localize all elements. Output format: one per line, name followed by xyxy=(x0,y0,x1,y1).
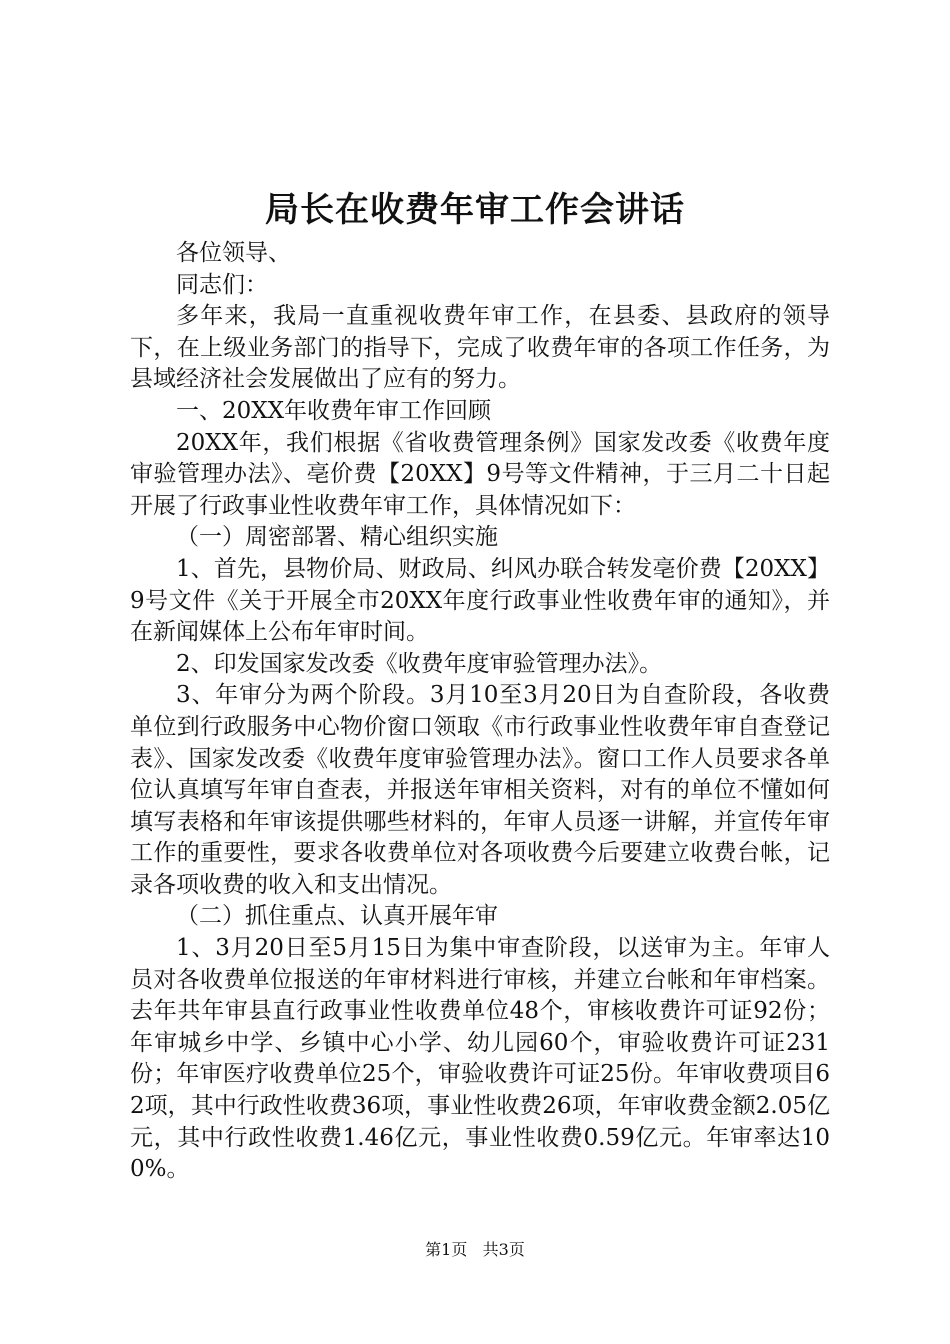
salutation-comrades: 同志们： xyxy=(176,271,268,298)
document-body xyxy=(130,238,830,1186)
section-heading-review: 一、20XX年收费年审工作回顾 xyxy=(176,397,492,424)
deployment-item-2: 2、印发国家发改委《收费年度审验管理办法》。 xyxy=(176,650,663,677)
page-number: 第1页 xyxy=(425,1240,468,1259)
page-footer xyxy=(0,1239,950,1261)
deployment-item-3: 3、年审分为两个阶段。3月10至3月20日为自查阶段，各收费单位到行政服务中心物价窗口领取《市行政事业性收费年审自查登记表》、国家发改委《收费年度审验管理办法》。窗口工作人员要求各单位认真填写年审自查表，并报送年审相关资料，对有的单位不懂如何填写表格和年审该提供哪些材料的，年审人员逐一讲解，并宣传年审工作的重要性，要求各收费单位对各项收费今后要建立收费台帐，记录各项收费的收入和支出情况。 xyxy=(130,682,830,898)
document-title: 局长在收费年审工作会讲话 xyxy=(265,190,685,230)
total-pages: 共3页 xyxy=(482,1240,525,1259)
focus-item-1: 1、3月20日至5月15日为集中审查阶段，以送审为主。年审人员对各收费单位报送的年审材料进行审核，并建立台帐和年审档案。去年共年审县直行政事业性收费单位48个，审核收费许可证92份；年审城乡中学、乡镇中心小学、幼儿园60个，审验收费许可证231份；年审医疗收费单位25个，审验收费许可证25份。年审收费项目62项，其中行政性收费36项，事业性收费26项，年审收费金额2.05亿元，其中行政性收费1.46亿元，事业性收费0.59亿元。年审率达100%。 xyxy=(130,935,830,1183)
footer-separator xyxy=(472,1240,477,1259)
deployment-item-1: 1、首先，县物价局、财政局、纠风办联合转发亳价费【20XX】9号文件《关于开展全市20XX年度行政事业性收费年审的通知》，并在新闻媒体上公布年审时间。 xyxy=(130,555,830,646)
subsection-heading-focus: （二）抓住重点、认真开展年审 xyxy=(176,903,498,930)
intro-paragraph: 多年来，我局一直重视收费年审工作，在县委、县政府的领导下，在上级业务部门的指导下，完成了收费年审的各项工作任务，为县域经济社会发展做出了应有的努力。 xyxy=(130,303,830,393)
salutation-leaders: 各位领导、 xyxy=(176,240,291,266)
review-paragraph: 20XX年，我们根据《省收费管理条例》国家发改委《收费年度审验管理办法》、亳价费【20XX】9号等文件精神，于三月二十日起开展了行政事业性收费年审工作，具体情况如下： xyxy=(130,429,830,519)
subsection-heading-deployment: （一）周密部署、精心组织实施 xyxy=(176,524,498,551)
